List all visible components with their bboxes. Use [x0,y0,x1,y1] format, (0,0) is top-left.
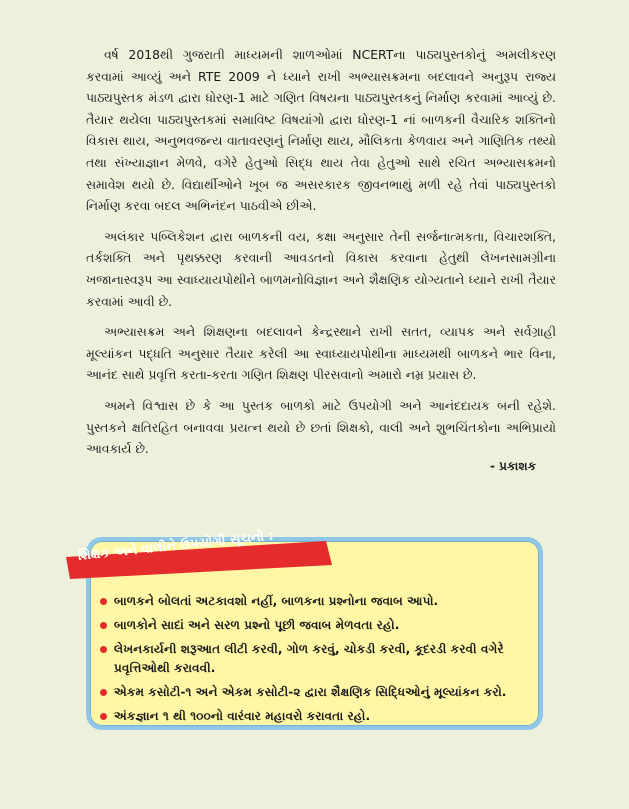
bullet-dot-icon [100,689,107,696]
tip-item [100,640,530,678]
tip-item [100,707,530,726]
preface-paragraph-3: અભ્યાસક્રમ અને શિક્ષણના બદલાવને કેન્દ્રસ્થાને રાખી સતત, વ્યાપક અને સર્વગ્રાહી મૂલ્યાંકન પદ્ધતિ અનુસાર તૈયાર કરેલી આ સ્વાધ્યાયપોથીના માધ્યમથી બાળકને ભાર વિના, આનંદ સાથે પ્રવૃત્તિ કરતા-કરતા ગણિત શિક્ષણ પીરસવાનો અમારો નમ્ર પ્રયાસ છે. [86,324,556,383]
tip-text: લેખનકાર્યની શરૂઆત લીટી કરવી, ગોળ કરવું, ચોકડી કરવી, કૂદરડી કરવી વગેરે પ્રવૃત્તિઓથી કરાવવી. [114,642,504,675]
bullet-dot-icon [100,598,107,605]
tips-list [100,592,530,731]
tips-banner [64,528,334,579]
preface-paragraph-4: અમને વિશ્વાસ છે કે આ પુસ્તક બાળકો માટે ઉપયોગી અને આનંદદાયક બની રહેશે. પુસ્તકને ક્ષતિરહિત બનાવવા પ્રયત્ન થયો છે છતાં શિક્ષકો, વાલી અને શુભચિંતકોના અભિપ્રાયો આવકાર્ય છે. [86,397,556,457]
preface-body [86,44,556,469]
tips-banner-title: શિક્ષક અને વાલીને ઉપયોગી સૂચનો : [77,528,275,564]
tip-item [100,683,530,702]
bullet-dot-icon [100,713,107,720]
preface-paragraph-1: વર્ષ 2018થી ગુજરાતી માધ્યમની શાળઓમાં NCERTના પાઠ્યપુસ્તકોનું અમલીકરણ કરવામાં આવ્યું અને RTE 2009 ને ધ્યાને રાખી અભ્યાસક્રમના બદલાવને અનુરૂપ રાજ્ય પાઠ્યપુસ્તક મંડળ દ્વારા ધોરણ-1 માટે ગણિત વિષયના પાઠ્યપુસ્તકનું નિર્માણ કરવામાં આવ્યું છે. તૈયાર થયેલા પાઠ્યપુસ્તકમાં સમાવિષ્ટ વિષયાંગો દ્વારા ધોરણ-1 નાં બાળકની વૈચારિક શક્તિનો વિકાસ થાય, અનુભવજન્ય વાતાવરણનું નિર્માણ થાય, મૌલિકતા કેળવાય અને ગાણિતિક તથ્યો તથા સંખ્યાજ્ઞાન મેળવે, વગેરે હેતુઓ સિદ્ધ થાય તેવા હેતુઓ સાથે રચિત અભ્યાસક્રમનો સમાવેશ થયો છે. વિદ્યાર્થીઓને ખૂબ જ અસરકારક જીવનભાથું મળી રહે તેવાં પાઠ્યપુસ્તકો નિર્માણ કરવા બદલ અભિનંદન પાઠવીએ છીએ. [86,47,556,214]
tip-text: બાળકોને સાદાં અને સરળ પ્રશ્નો પૂછી જવાબ મેળવતા રહો. [114,618,400,632]
publisher-signature: - પ્રકાશક [490,459,537,473]
tip-item [100,616,530,635]
tip-text: બાળકને બોલતાં અટકાવશો નહીં, બાળકના પ્રશ્નોના જવાબ આપો. [114,594,439,608]
preface-paragraph-2: અલંકાર પબ્લિકેશન દ્વારા બાળકની વય, કક્ષા અનુસાર તેની સર્જનાત્મકતા, વિચારશક્તિ, તર્કશક્તિ અને પૃથક્કરણ કરવાની આવડતનો વિકાસ કરવાના હેતુથી લેખનસામગ્રીના ખજાનાસ્વરૂપ આ સ્વાધ્યાયપોથીને બાળમનોવિજ્ઞાન અને શૈક્ષણિક યોગ્યતાને ધ્યાને રાખી તૈયાર કરવામાં આવી છે. [86,228,556,309]
bullet-dot-icon [100,646,107,653]
tip-item [100,592,530,611]
tip-text: અંકજ્ઞાન ૧ થી ૧૦૦નો વારંવાર મહાવરો કરાવતા રહો. [114,709,371,723]
tip-text: એકમ કસોટી-૧ અને એકમ કસોટી-૨ દ્વારા શૈક્ષણિક સિદ્ધિઓનું મૂલ્યાંકન કરો. [114,685,507,699]
bullet-dot-icon [100,622,107,629]
